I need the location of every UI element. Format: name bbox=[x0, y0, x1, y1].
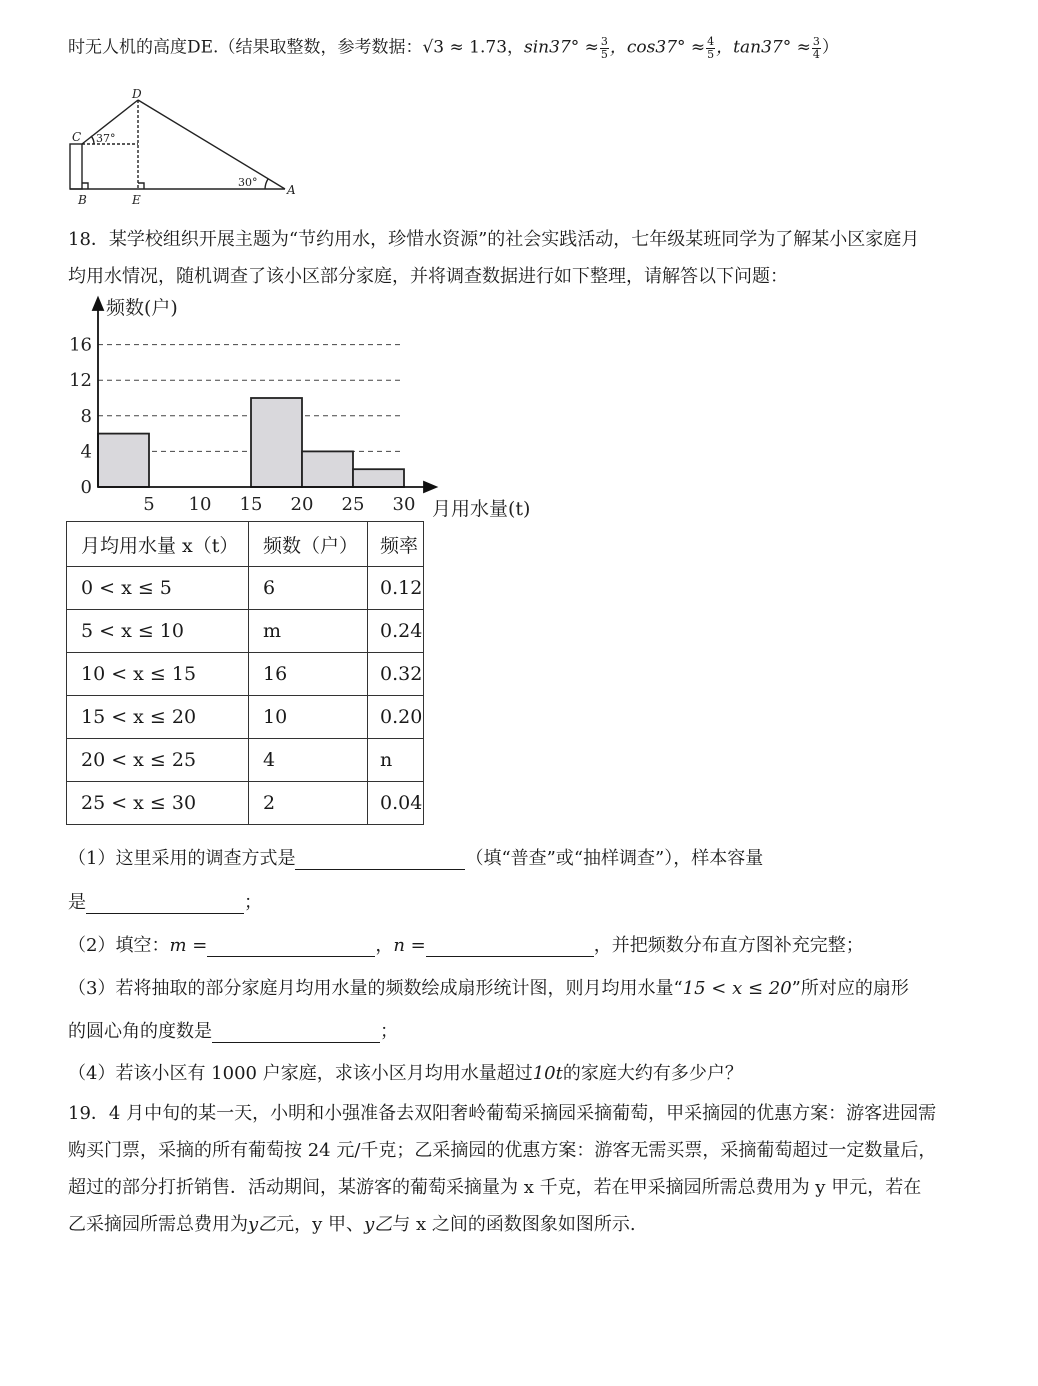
q2-blank-m[interactable] bbox=[207, 938, 375, 957]
q3-text-c: 的圆心角的度数是 bbox=[68, 1021, 212, 1042]
x-tick-label: 20 bbox=[290, 494, 314, 515]
angle-a-label: 30° bbox=[238, 176, 258, 189]
y-yi-symbol-2: y乙 bbox=[364, 1214, 393, 1235]
table-header-row bbox=[67, 522, 424, 567]
q3-text-d: ； bbox=[380, 1021, 398, 1042]
building-rect bbox=[70, 144, 82, 189]
q1-text-d: ； bbox=[244, 892, 262, 913]
q19-line4-b: 元，y 甲、 bbox=[276, 1214, 365, 1235]
table-cell: 25 < x ≤ 30 bbox=[67, 782, 249, 825]
q19-line3: 超过的部分打折销售．活动期间，某游客的葡萄采摘量为 x 千克，若在甲采摘园所需总费用为 y 甲元，若在 bbox=[68, 1177, 922, 1198]
histogram-bar bbox=[302, 451, 353, 487]
line-da bbox=[138, 100, 285, 189]
y-tick-label: 16 bbox=[69, 334, 92, 356]
q18-line2: 均用水情况，随机调查了该小区部分家庭，并将调查数据进行如下整理，请解答以下问题： bbox=[68, 266, 788, 287]
table-cell: 0.32 bbox=[368, 653, 424, 696]
x-tick-label: 10 bbox=[188, 494, 212, 515]
table-cell: 16 bbox=[249, 653, 368, 696]
table-header-cell: 频率 bbox=[368, 522, 424, 567]
question-1-line2 bbox=[68, 892, 262, 914]
tan-label: ，tan37° ≈ bbox=[716, 37, 811, 58]
sin-label: sin37° ≈ bbox=[524, 37, 599, 58]
q1-text-a: （1）这里采用的调查方式是 bbox=[68, 848, 296, 869]
y-axis-arrow bbox=[93, 298, 103, 310]
x-tick-label: 5 bbox=[143, 494, 155, 515]
q4-threshold: 10t bbox=[532, 1063, 563, 1084]
x-tick-label: 30 bbox=[392, 494, 416, 515]
label-b: B bbox=[78, 193, 87, 207]
x-axis-arrow bbox=[424, 482, 436, 492]
table-cell: m bbox=[249, 610, 368, 653]
q4-text-b: 的家庭大约有多少户？ bbox=[562, 1063, 743, 1084]
q1-blank-sample-size[interactable] bbox=[86, 895, 244, 914]
q19-line1: 19．4 月中旬的某一天，小明和小强准备去双阳奢岭葡萄采摘园采摘葡萄，甲采摘园的优惠方案：游客进园需 bbox=[68, 1103, 937, 1124]
sqrt3-approx: √3 ≈ 1.73， bbox=[422, 37, 525, 58]
question-4 bbox=[68, 1063, 743, 1085]
tan-fraction bbox=[812, 36, 821, 60]
label-a: A bbox=[287, 183, 296, 197]
table-cell: 10 < x ≤ 15 bbox=[67, 653, 249, 696]
table-cell: 15 < x ≤ 20 bbox=[67, 696, 249, 739]
label-d: D bbox=[132, 87, 142, 101]
histogram-bar bbox=[251, 398, 302, 487]
histogram-bar bbox=[353, 469, 404, 487]
tan-num: 3 bbox=[812, 35, 820, 48]
q19-line2: 购买门票，采摘的所有葡萄按 24 元/千克；乙采摘园的优惠方案：游客无需买票，采摘葡萄超过一定数量后， bbox=[68, 1140, 937, 1161]
q1-text-c: 是 bbox=[68, 892, 86, 913]
table-cell: 0 < x ≤ 5 bbox=[67, 567, 249, 610]
sin-den: 5 bbox=[600, 47, 608, 61]
histogram-bar bbox=[98, 434, 149, 487]
table-cell: 0.24 bbox=[368, 610, 424, 653]
table-row bbox=[67, 567, 424, 610]
angle-arc-a bbox=[265, 179, 268, 189]
q2-m-label: m = bbox=[169, 935, 208, 956]
right-angle-b bbox=[82, 183, 88, 189]
table-cell: 2 bbox=[249, 782, 368, 825]
q2-blank-n[interactable] bbox=[426, 938, 594, 957]
table-cell: 10 bbox=[249, 696, 368, 739]
y-tick-label: 12 bbox=[69, 370, 92, 392]
table-row bbox=[67, 696, 424, 739]
y-tick-label: 8 bbox=[80, 405, 92, 427]
sin-num: 3 bbox=[600, 35, 608, 48]
intro-close: ） bbox=[821, 37, 839, 58]
sin-fraction bbox=[600, 36, 609, 60]
cos-fraction bbox=[706, 36, 715, 60]
q3-blank-angle[interactable] bbox=[212, 1024, 380, 1043]
question-3-line1 bbox=[68, 978, 909, 1000]
q3-inequality: 15 < x ≤ 20 bbox=[682, 978, 792, 999]
cos-den: 5 bbox=[707, 47, 715, 61]
q18-line1: 18．某学校组织开展主题为“节约用水，珍惜水资源”的社会实践活动，七年级某班同学为了解某小区家庭月 bbox=[68, 229, 920, 250]
question-1-line1 bbox=[68, 848, 763, 870]
table-cell: 6 bbox=[249, 567, 368, 610]
table-row bbox=[67, 739, 424, 782]
intro-text: 时无人机的高度DE.（结果取整数，参考数据： bbox=[68, 37, 423, 58]
x-tick-label: 25 bbox=[341, 494, 365, 515]
y-tick-label: 4 bbox=[80, 441, 92, 463]
geometry-figure bbox=[60, 84, 310, 209]
table-row bbox=[67, 782, 424, 825]
question-2 bbox=[68, 935, 864, 957]
table-cell: 0.04 bbox=[368, 782, 424, 825]
q3-text-a: （3）若将抽取的部分家庭月均用水量的频数绘成扇形统计图，则月均用水量“ bbox=[68, 978, 683, 999]
x-axis-label: 月用水量(t) bbox=[432, 498, 531, 520]
table-row bbox=[67, 610, 424, 653]
angle-arc-c bbox=[91, 136, 94, 144]
table-cell: 0.20 bbox=[368, 696, 424, 739]
table-row bbox=[67, 653, 424, 696]
frequency-table bbox=[66, 521, 424, 825]
table-cell: 0.12 bbox=[368, 567, 424, 610]
y-tick-label: 0 bbox=[80, 477, 92, 498]
intro-line bbox=[68, 36, 839, 60]
label-e: E bbox=[132, 193, 141, 207]
right-angle-e bbox=[138, 183, 144, 189]
q2-text-b: ，并把频数分布直方图补充完整； bbox=[593, 935, 864, 956]
x-tick-label: 15 bbox=[239, 494, 263, 515]
angle-c-label: 37° bbox=[96, 132, 116, 145]
question-3-line2 bbox=[68, 1021, 398, 1043]
frequency-histogram bbox=[60, 290, 560, 522]
q3-text-b: ”所对应的扇形 bbox=[791, 978, 909, 999]
table-cell: 4 bbox=[249, 739, 368, 782]
q2-n-label: n = bbox=[393, 935, 426, 956]
y-yi-symbol: y乙 bbox=[248, 1214, 277, 1235]
label-c: C bbox=[72, 130, 82, 144]
table-cell: 5 < x ≤ 10 bbox=[67, 610, 249, 653]
table-cell: 20 < x ≤ 25 bbox=[67, 739, 249, 782]
cos-num: 4 bbox=[707, 35, 715, 48]
q1-blank-method[interactable] bbox=[295, 851, 465, 870]
q2-comma: ， bbox=[375, 935, 394, 956]
q19-line4-c: 与 x 之间的函数图象如图所示. bbox=[392, 1214, 636, 1235]
tan-den: 4 bbox=[812, 47, 820, 61]
table-header-cell: 月均用水量 x（t） bbox=[67, 522, 249, 567]
q2-text-a: （2）填空： bbox=[68, 935, 170, 956]
table-cell: n bbox=[368, 739, 424, 782]
q19-line4-a: 乙采摘园所需总费用为 bbox=[68, 1214, 248, 1235]
q4-text-a: （4）若该小区有 1000 户家庭，求该小区月均用水量超过 bbox=[68, 1063, 533, 1084]
cos-label: ，cos37° ≈ bbox=[609, 37, 706, 58]
q1-text-b: （填“普查”或“抽样调查”），样本容量 bbox=[465, 848, 764, 869]
table-header-cell: 频数（户） bbox=[249, 522, 368, 567]
q19-line4 bbox=[68, 1214, 636, 1236]
y-axis-label: 频数(户) bbox=[106, 297, 178, 319]
